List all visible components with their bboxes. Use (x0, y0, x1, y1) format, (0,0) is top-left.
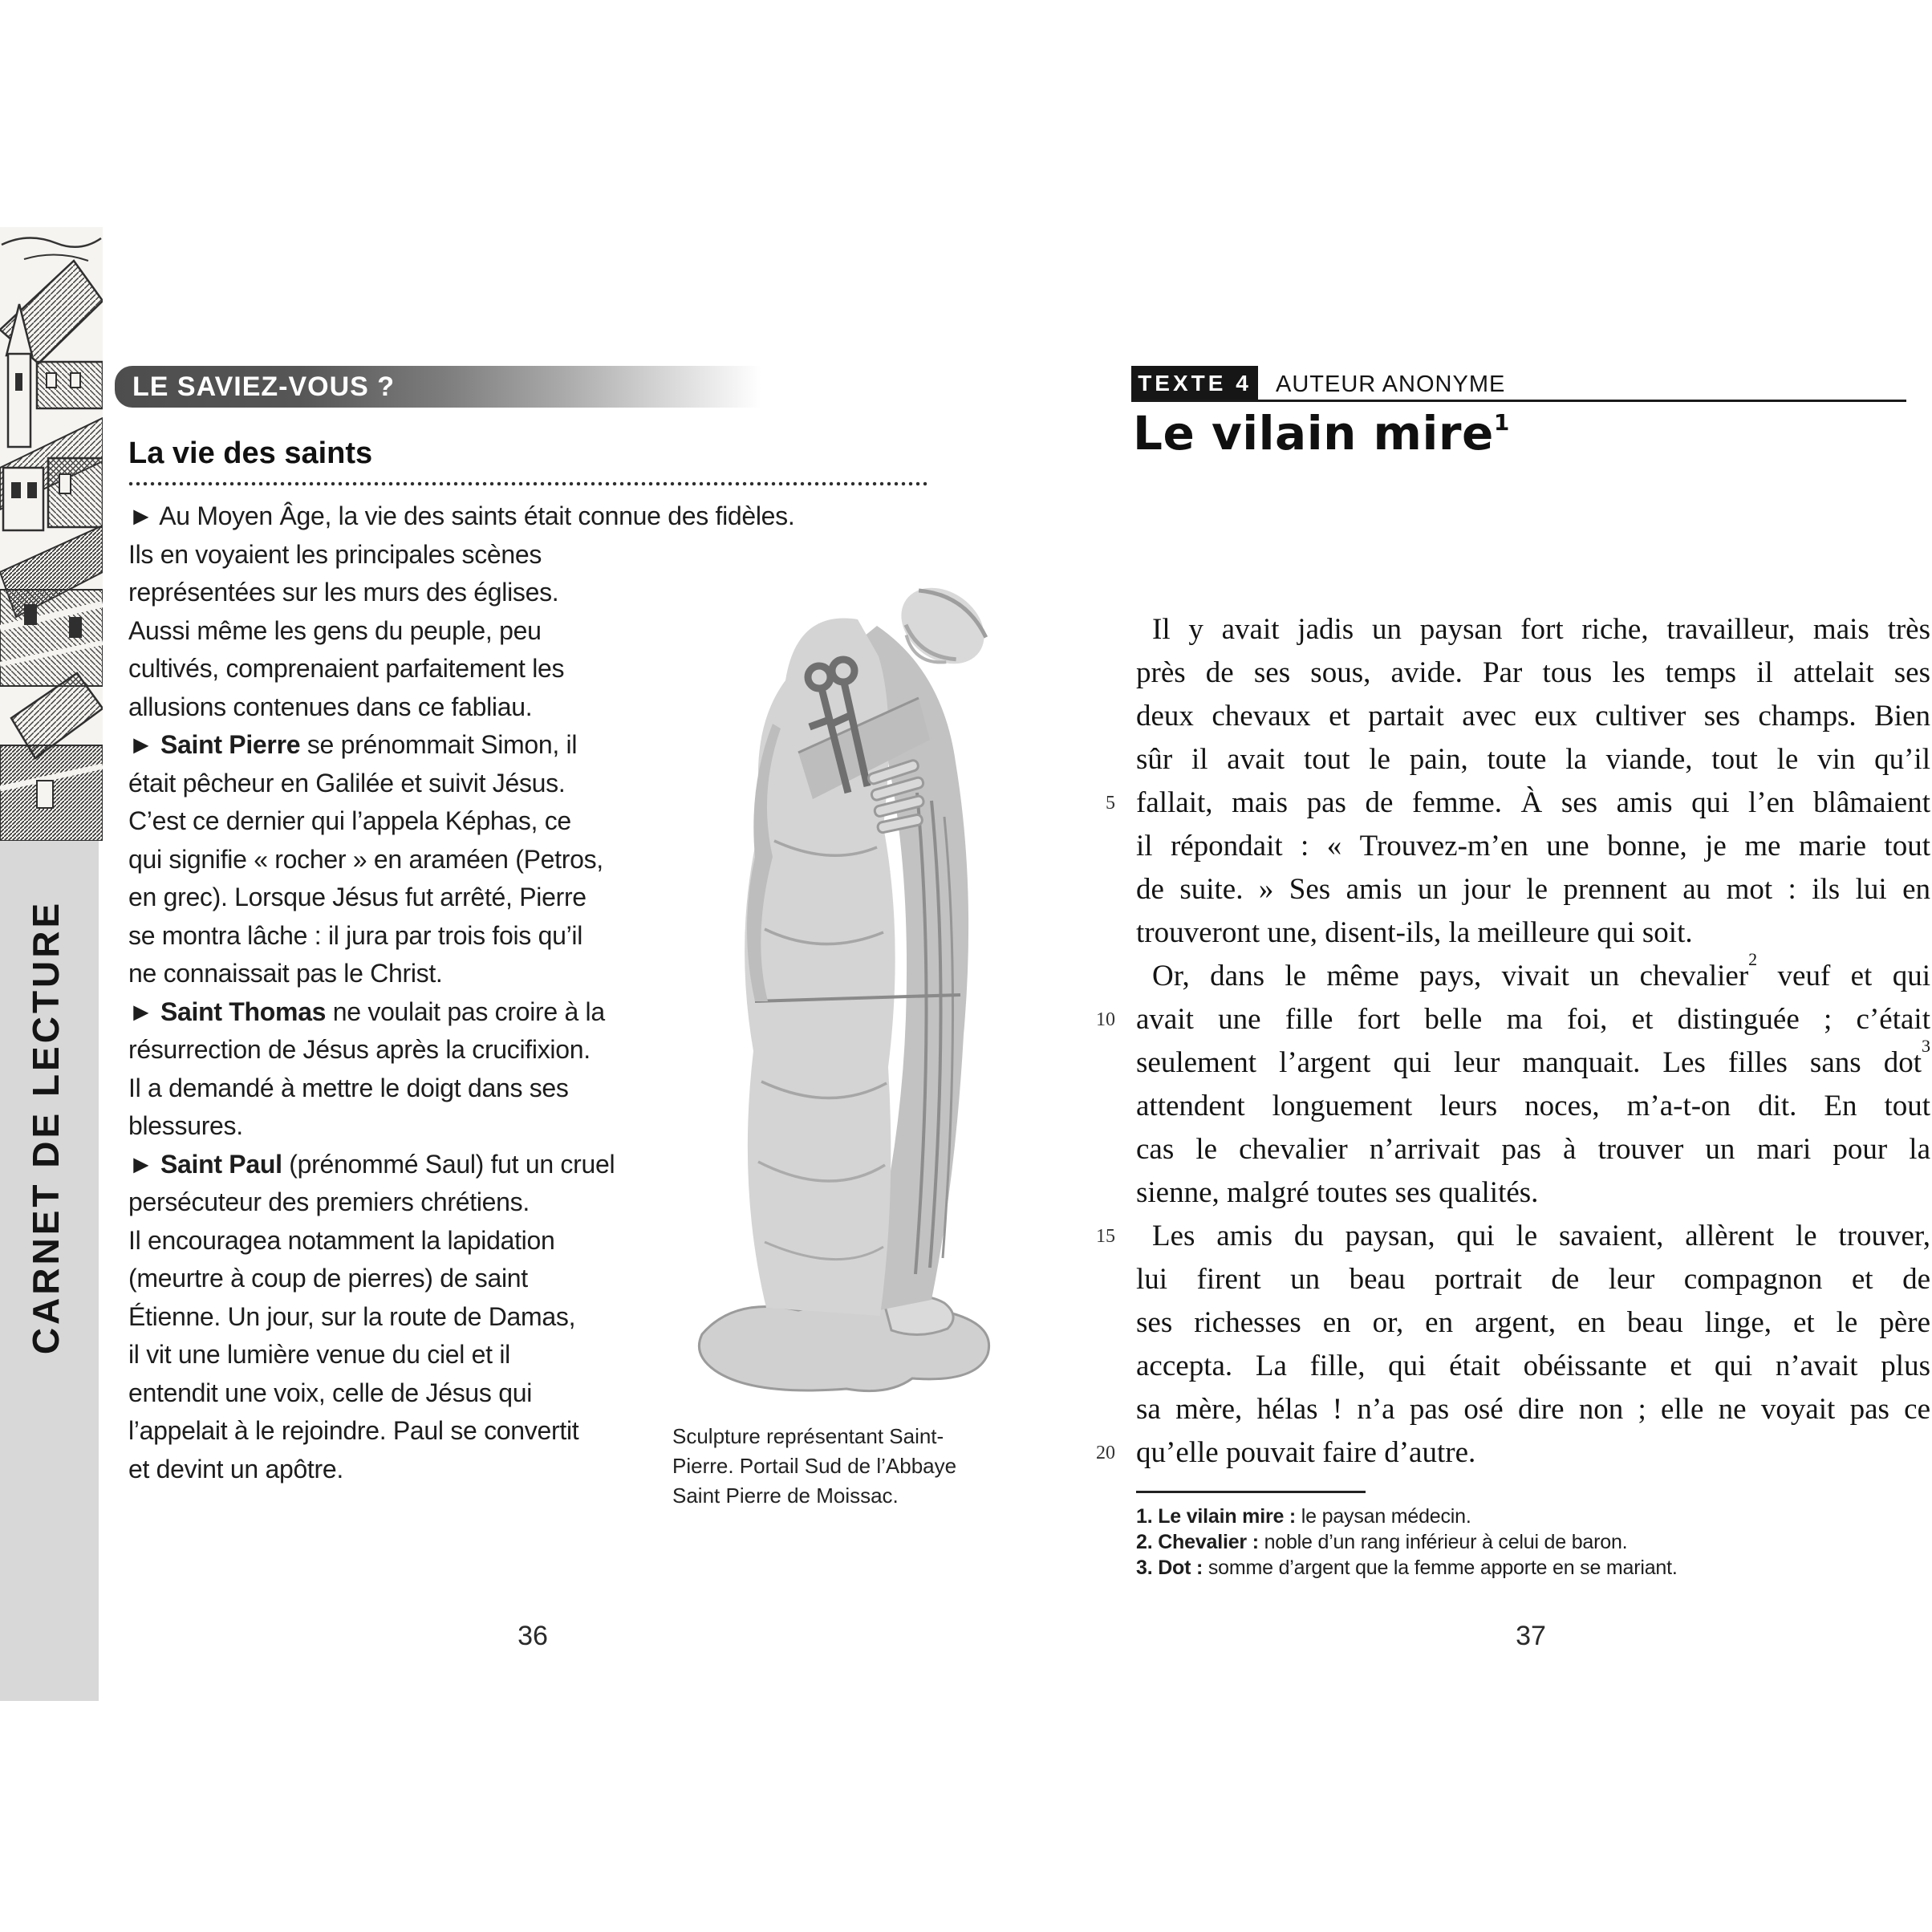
image-caption-line: Pierre. Portail Sud de l’Abbaye (672, 1454, 957, 1478)
story-text-line: il répondait : « Trouvez-m’en une bonne, je me marie tout (1136, 830, 1930, 862)
text-title-main: Le vilain mire (1133, 406, 1494, 461)
image-caption-line: Sculpture représentant Saint- (672, 1424, 944, 1448)
text-title (1133, 406, 1510, 461)
story-text-block (1096, 608, 1930, 1475)
knowledge-text-line: représentées sur les murs des églises. (128, 578, 559, 607)
knowledge-text-line: en grec). Lorsque Jésus fut arrêté, Pierre (128, 883, 586, 911)
knowledge-text-line: ► Saint Pierre se prénommait Simon, il (128, 730, 578, 759)
knowledge-text-line: ne connaissait pas le Christ. (128, 959, 443, 988)
footnote-rule (1136, 1491, 1366, 1493)
saint-pierre-sculpture-photo (678, 552, 1023, 1400)
knowledge-text-line: Étienne. Un jour, sur la route de Damas, (128, 1301, 576, 1331)
did-you-know-banner (115, 366, 774, 408)
bold-run: Saint Thomas (160, 996, 327, 1026)
story-text-line: 5 fallait, mais pas de femme. À ses amis qui l’en blâmaient (1136, 781, 1930, 825)
footnote-line: 3. Dot : somme d’argent que la femme apporte en se mariant. (1136, 1557, 1678, 1579)
story-text-line: accepta. La fille, qui était obéissante et qui n’avait plus (1136, 1350, 1930, 1382)
story-text-line: lui firent un beau portrait de leur compagnon et de (1136, 1263, 1930, 1296)
knowledge-text-line: Aussi même les gens du peuple, peu (128, 615, 542, 645)
knowledge-text-line: il vit une lumière venue du ciel et il (128, 1340, 510, 1369)
knowledge-text-line: l’appelait à le rejoindre. Paul se convertit (128, 1416, 579, 1445)
line-number: 20 (1096, 1443, 1115, 1463)
story-text-line: ses richesses en or, en argent, en beau linge, et le père (1136, 1306, 1930, 1339)
footnote-ref: 2 (1748, 948, 1758, 969)
knowledge-text-line: C’est ce dernier qui l’appela Képhas, ce (128, 806, 571, 835)
knowledge-text-line: allusions contenues dans ce fabliau. (128, 692, 533, 721)
story-text-line: sûr il avait tout le pain, toute la viande, tout le vin qu’il (1136, 743, 1930, 776)
knowledge-text-line: était pêcheur en Galilée et suivit Jésus. (128, 768, 566, 798)
title-footnote-ref: 1 (1493, 408, 1510, 436)
knowledge-text-line: entendit une voix, celle de Jésus qui (128, 1378, 533, 1407)
footnote-ref: 3 (1922, 1035, 1930, 1056)
story-text-line: trouveront une, disent-ils, la meilleure qui soit. (1136, 916, 1693, 949)
footnote-term: 1. Le vilain mire : (1136, 1505, 1297, 1528)
knowledge-text-line: cultivés, comprenaient parfaitement les (128, 654, 565, 683)
knowledge-text-line: Ils en voyaient les principales scènes (128, 539, 542, 569)
texte-label-box: TEXTE 4 (1131, 366, 1258, 401)
knowledge-text-line: qui signifie « rocher » en araméen (Petros, (128, 844, 603, 874)
footnote-line: 1. Le vilain mire : le paysan médecin. (1136, 1505, 1471, 1528)
story-text-line: sa mère, hélas ! n’a pas osé dire non ; elle ne voyait pas ce (1136, 1393, 1930, 1426)
story-text-line: de suite. » Ses amis un jour le prennent au mot : ils lui en (1136, 873, 1930, 906)
line-number: 15 (1096, 1226, 1115, 1247)
story-text-line: Or, dans le même pays, vivait un chevalier$^2$ veuf et qui (1152, 948, 1930, 992)
author-label: AUTEUR ANONYME (1276, 371, 1506, 397)
sculpture-image (678, 552, 1023, 1400)
knowledge-text-line: ► Saint Thomas ne voulait pas croire à la (128, 996, 605, 1026)
line-number: 5 (1106, 793, 1115, 814)
story-text-line: 10 avait une fille fort belle ma foi, et distinguée ; c’était (1136, 998, 1930, 1041)
knowledge-text-line: blessures. (128, 1111, 243, 1140)
page-number-right: 37 (1516, 1621, 1546, 1651)
bold-run: Saint Pierre (160, 730, 301, 759)
knowledge-text-line: ► Au Moyen Âge, la vie des saints était connue des fidèles. (128, 501, 795, 530)
story-text-line: cas le chevalier n’arrivait pas à trouver un mari pour la (1136, 1133, 1930, 1166)
knowledge-text-line: Il encouragea notamment la lapidation (128, 1225, 555, 1255)
footnotes-block (1136, 1504, 1930, 1581)
story-text-line: 15 Les amis du paysan, qui le savaient, allèrent le trouver, (1136, 1215, 1930, 1258)
story-text-line: seulement l’argent qui leur manquait. Les filles sans dot$^3$ (1136, 1035, 1930, 1079)
did-you-know-banner-label: LE SAVIEZ-VOUS ? (132, 371, 396, 402)
story-text-line: 20 qu’elle pouvait faire d’autre. (1136, 1431, 1930, 1475)
footnote-line: 2. Chevalier : noble d’un rang inférieur à celui de baron. (1136, 1531, 1628, 1553)
story-text-line: Il y avait jadis un paysan fort riche, travailleur, mais très (1152, 613, 1930, 646)
chapter-vertical-label: CARNET DE LECTURE (25, 899, 67, 1355)
story-text-line: sienne, malgré toutes ses qualités. (1136, 1176, 1539, 1209)
bold-run: Saint Paul (160, 1149, 282, 1179)
woodcut-city-engraving-icon (0, 227, 103, 841)
knowledge-text-line: résurrection de Jésus après la crucifixion. (128, 1035, 591, 1064)
knowledge-text-line: et devint un apôtre. (128, 1454, 343, 1484)
knowledge-text-line: (meurtre à coup de pierres) de saint (128, 1264, 528, 1293)
story-text-line: attendent longuement leurs noces, m’a-t-on dit. En tout (1136, 1090, 1930, 1122)
story-text-line: deux chevaux et partait avec eux cultiver ses champs. Bien (1136, 700, 1930, 733)
image-caption (672, 1422, 1009, 1511)
image-caption-line: Saint Pierre de Moissac. (672, 1484, 899, 1508)
line-number: 10 (1096, 1009, 1115, 1030)
dotted-divider (128, 481, 929, 486)
section-title: La vie des saints (128, 436, 373, 470)
knowledge-text-line: persécuteur des premiers chrétiens. (128, 1187, 530, 1216)
header-rule (1131, 400, 1906, 402)
woodcut-city-image (0, 227, 103, 841)
footnote-term: 2. Chevalier : (1136, 1531, 1259, 1553)
knowledge-text-line: se montra lâche : il jura par trois fois qu’il (128, 920, 582, 950)
story-text-line: près de ses sous, avide. Par tous les temps il attelait ses (1136, 656, 1930, 689)
footnote-term: 3. Dot : (1136, 1557, 1203, 1579)
page-number-left: 36 (518, 1621, 548, 1651)
knowledge-text-line: Il a demandé à mettre le doigt dans ses (128, 1073, 569, 1102)
knowledge-text-line: ► Saint Paul (prénommé Saul) fut un cruel (128, 1149, 615, 1179)
